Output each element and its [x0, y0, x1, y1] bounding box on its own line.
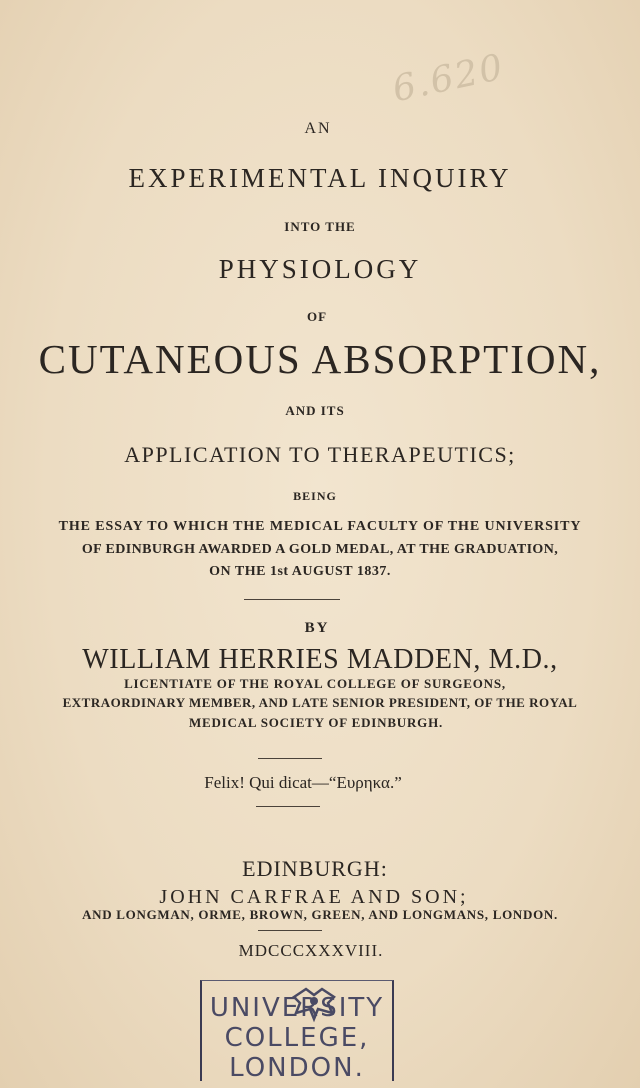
title-being: BEING: [293, 489, 337, 503]
credentials-line-3: MEDICAL SOCIETY OF EDINBURGH.: [188, 715, 444, 730]
title-experimental-inquiry: EXPERIMENTAL INQUIRY: [128, 163, 512, 193]
divider-rule-4: [258, 930, 322, 931]
credentials-line-2: EXTRAORDINARY MEMBER, AND LATE SENIOR PRESIDENT, OF THE ROYAL: [62, 695, 578, 710]
epigraph: Felix! Qui dicat—“Ευρηκα.”: [204, 773, 402, 792]
title-by: BY: [304, 620, 330, 636]
essay-line-3: ON THE 1st AUGUST 1837.: [209, 564, 391, 579]
essay-line-1: THE ESSAY TO WHICH THE MEDICAL FACULTY OF THE UNIVERSITY: [58, 519, 582, 534]
imprint-copublishers: AND LONGMAN, ORME, BROWN, GREEN, AND LONGMANS, LONDON.: [82, 907, 558, 922]
author-name: WILLIAM HERRIES MADDEN, M.D.,: [82, 644, 558, 675]
stamp-line-1: UNIVERSITY: [209, 993, 385, 1023]
title-prefix-an: AN: [304, 120, 332, 137]
divider-rule-3: [256, 806, 320, 807]
title-into-the: INTO THE: [284, 219, 356, 234]
title-and-its: AND ITS: [285, 403, 345, 418]
library-stamp: [200, 980, 394, 1081]
divider-rule-2: [258, 758, 322, 759]
imprint-year: MDCCCXXXVIII.: [238, 941, 384, 960]
title-of: OF: [306, 309, 328, 324]
imprint-publisher: JOHN CARFRAE AND SON;: [159, 886, 469, 908]
credentials-line-1: LICENTIATE OF THE ROYAL COLLEGE OF SURGEONS,: [124, 676, 506, 691]
essay-line-2: OF EDINBURGH AWARDED A GOLD MEDAL, AT THE GRADUATION,: [81, 542, 559, 557]
title-physiology: PHYSIOLOGY: [218, 254, 422, 284]
title-cutaneous-absorption: CUTANEOUS ABSORPTION,: [38, 336, 602, 382]
divider-rule-1: [244, 599, 340, 600]
handwritten-shelfmark: 6.620: [388, 46, 509, 111]
title-application-to-therapeutics: APPLICATION TO THERAPEUTICS;: [124, 442, 516, 467]
imprint-city: EDINBURGH:: [242, 856, 388, 881]
stamp-line-2: COLLEGE,: [224, 1023, 370, 1053]
stamp-line-3: LONDON.: [229, 1053, 365, 1083]
